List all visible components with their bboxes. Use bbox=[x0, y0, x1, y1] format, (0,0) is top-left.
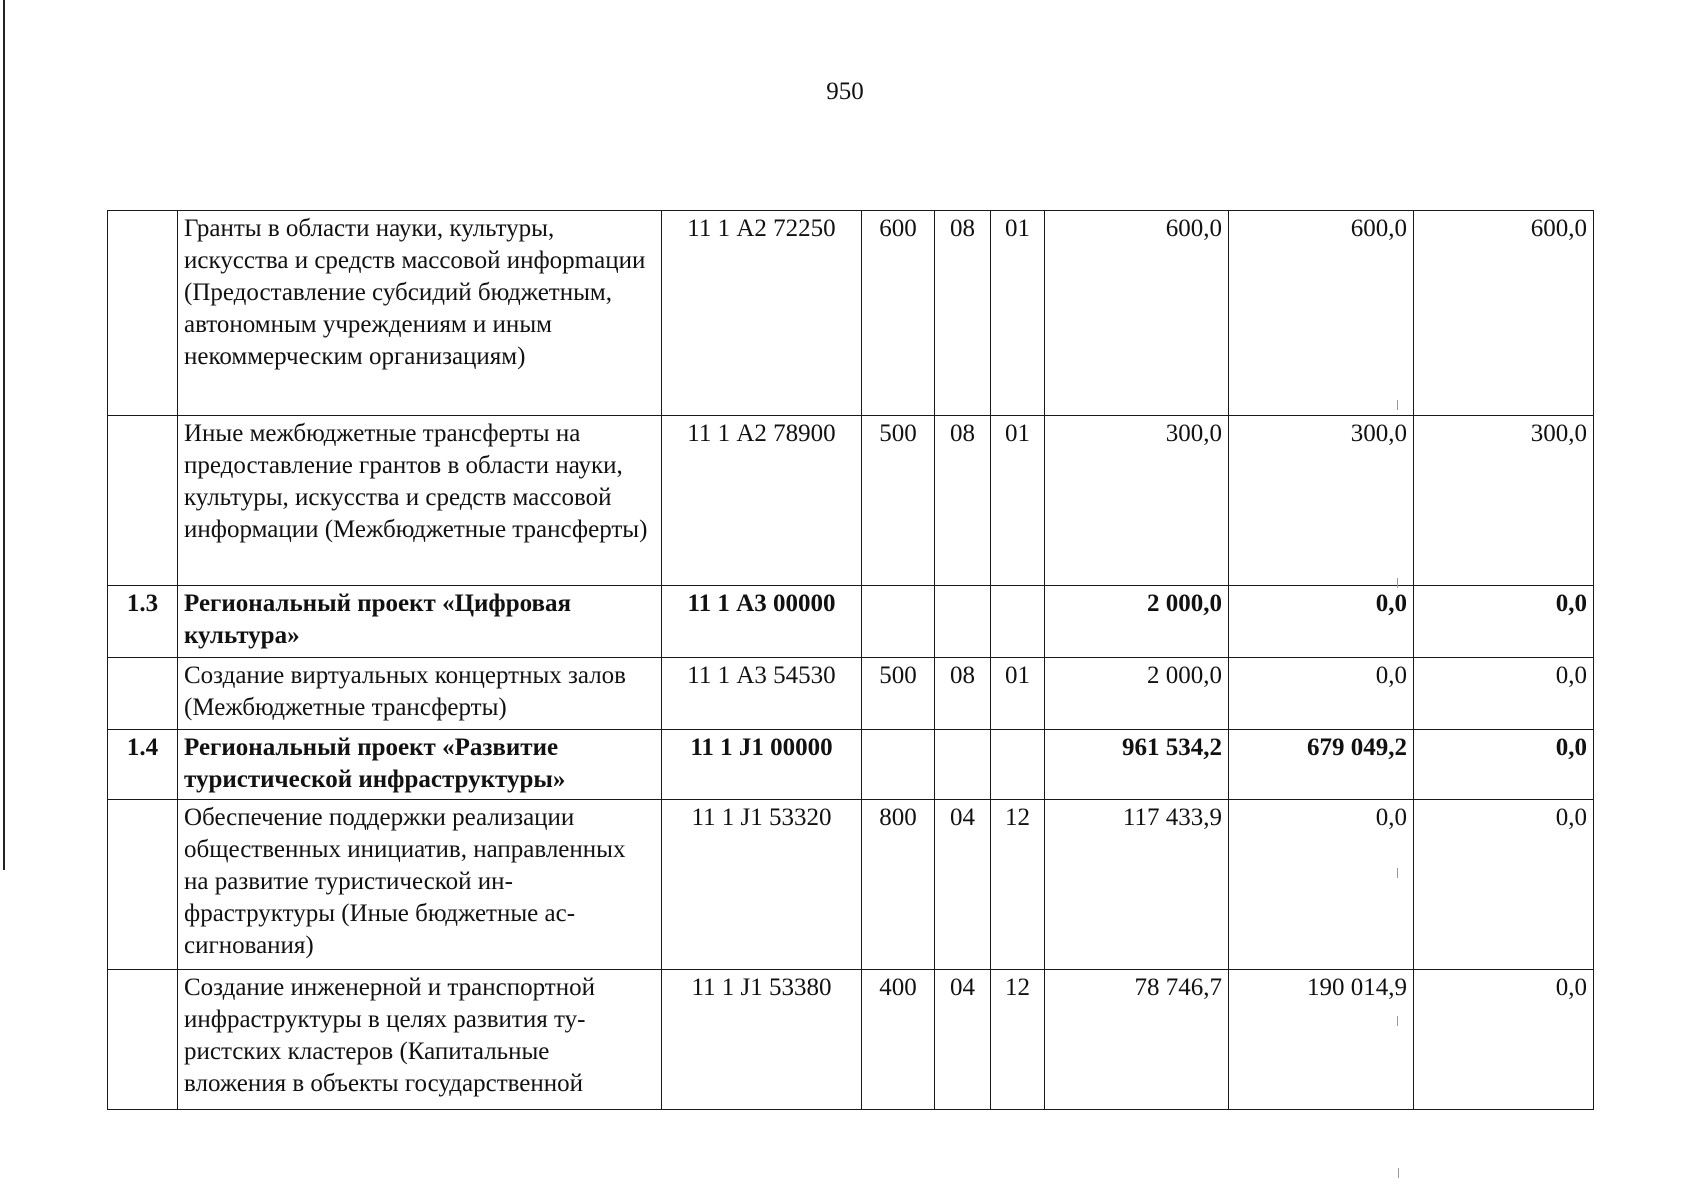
row-number bbox=[108, 658, 178, 730]
row-sum-3: 600,0 bbox=[1414, 211, 1594, 416]
row-code: 11 1 А3 00000 bbox=[662, 586, 862, 658]
row-name: Обеспечение поддержки реализации общественных инициатив, направленных на развитие туристической инфраструктуры (Иные бюджетные ассигнования) bbox=[178, 800, 662, 970]
table-row bbox=[108, 800, 1594, 970]
row-name: Региональный проект «Цифровая культура» bbox=[178, 586, 662, 658]
row-number bbox=[108, 211, 178, 416]
row-pr bbox=[991, 730, 1045, 800]
row-sum-2: 0,0 bbox=[1229, 800, 1414, 970]
row-sum-1: 961 534,2 bbox=[1045, 730, 1229, 800]
row-sum-2: 0,0 bbox=[1229, 586, 1414, 658]
row-pr: 12 bbox=[991, 970, 1045, 1110]
scan-speck bbox=[1397, 578, 1398, 588]
row-rz bbox=[935, 730, 991, 800]
row-sum-1: 78 746,7 bbox=[1045, 970, 1229, 1110]
row-sum-1: 300,0 bbox=[1045, 416, 1229, 586]
row-number bbox=[108, 416, 178, 586]
row-vr: 500 bbox=[862, 416, 935, 586]
scan-speck bbox=[1398, 1168, 1399, 1178]
row-pr: 12 bbox=[991, 800, 1045, 970]
row-code: 11 1 А2 72250 bbox=[662, 211, 862, 416]
row-vr: 500 bbox=[862, 658, 935, 730]
row-vr: 400 bbox=[862, 970, 935, 1110]
row-code: 11 1 А3 54530 bbox=[662, 658, 862, 730]
row-pr: 01 bbox=[991, 416, 1045, 586]
row-pr: 01 bbox=[991, 211, 1045, 416]
scan-edge-line bbox=[3, 0, 5, 870]
table-row bbox=[108, 658, 1594, 730]
row-code: 11 1 J1 00000 bbox=[662, 730, 862, 800]
row-vr: 600 bbox=[862, 211, 935, 416]
budget-table bbox=[107, 210, 1594, 1110]
row-sum-3: 0,0 bbox=[1414, 800, 1594, 970]
row-pr bbox=[991, 586, 1045, 658]
row-sum-1: 600,0 bbox=[1045, 211, 1229, 416]
row-sum-3: 0,0 bbox=[1414, 730, 1594, 800]
table-row bbox=[108, 211, 1594, 416]
scan-speck bbox=[1397, 400, 1398, 410]
row-sum-2: 0,0 bbox=[1229, 658, 1414, 730]
row-sum-2: 300,0 bbox=[1229, 416, 1414, 586]
row-code: 11 1 J1 53380 bbox=[662, 970, 862, 1110]
row-name: Региональный проект «Развитие туристической инфраструктуры» bbox=[178, 730, 662, 800]
row-sum-1: 2 000,0 bbox=[1045, 586, 1229, 658]
row-rz: 08 bbox=[935, 658, 991, 730]
row-code: 11 1 J1 53320 bbox=[662, 800, 862, 970]
row-code: 11 1 А2 78900 bbox=[662, 416, 862, 586]
row-sum-3: 0,0 bbox=[1414, 970, 1594, 1110]
row-sum-1: 2 000,0 bbox=[1045, 658, 1229, 730]
row-sum-3: 300,0 bbox=[1414, 416, 1594, 586]
row-sum-2: 679 049,2 bbox=[1229, 730, 1414, 800]
row-vr: 800 bbox=[862, 800, 935, 970]
table-row bbox=[108, 970, 1594, 1110]
page-number: 950 bbox=[826, 78, 864, 105]
table-row-section bbox=[108, 730, 1594, 800]
row-vr bbox=[862, 586, 935, 658]
row-sum-2: 600,0 bbox=[1229, 211, 1414, 416]
row-sum-1: 117 433,9 bbox=[1045, 800, 1229, 970]
table-row bbox=[108, 416, 1594, 586]
row-number: 1.4 bbox=[108, 730, 178, 800]
row-pr: 01 bbox=[991, 658, 1045, 730]
row-rz: 04 bbox=[935, 800, 991, 970]
row-rz: 08 bbox=[935, 211, 991, 416]
row-rz bbox=[935, 586, 991, 658]
row-vr bbox=[862, 730, 935, 800]
table-row-section bbox=[108, 586, 1594, 658]
row-number: 1.3 bbox=[108, 586, 178, 658]
row-rz: 08 bbox=[935, 416, 991, 586]
row-name: Создание инженерной и транспортной инфраструктуры в целях развития туристских кластеров (Капитальные вложения в объекты государственной bbox=[178, 970, 662, 1110]
row-rz: 04 bbox=[935, 970, 991, 1110]
row-name: Иные межбюджетные трансферты на предоставление грантов в области науки, культуры, искусства и средств массовой информации (Межбюджетные трансферты) bbox=[178, 416, 662, 586]
row-name: Создание виртуальных концертных залов (Межбюджетные трансферты) bbox=[178, 658, 662, 730]
row-name: Гранты в области науки, культуры, искусства и средств массовой инфорmации (Предоставление субсидий бюджетным, автономным учреждениям и иным некоммерческим организациям) bbox=[178, 211, 662, 416]
row-sum-3: 0,0 bbox=[1414, 586, 1594, 658]
scan-speck bbox=[1397, 868, 1398, 878]
scan-speck bbox=[1397, 1016, 1398, 1026]
row-sum-2: 190 014,9 bbox=[1229, 970, 1414, 1110]
row-number bbox=[108, 800, 178, 970]
row-number bbox=[108, 970, 178, 1110]
row-sum-3: 0,0 bbox=[1414, 658, 1594, 730]
